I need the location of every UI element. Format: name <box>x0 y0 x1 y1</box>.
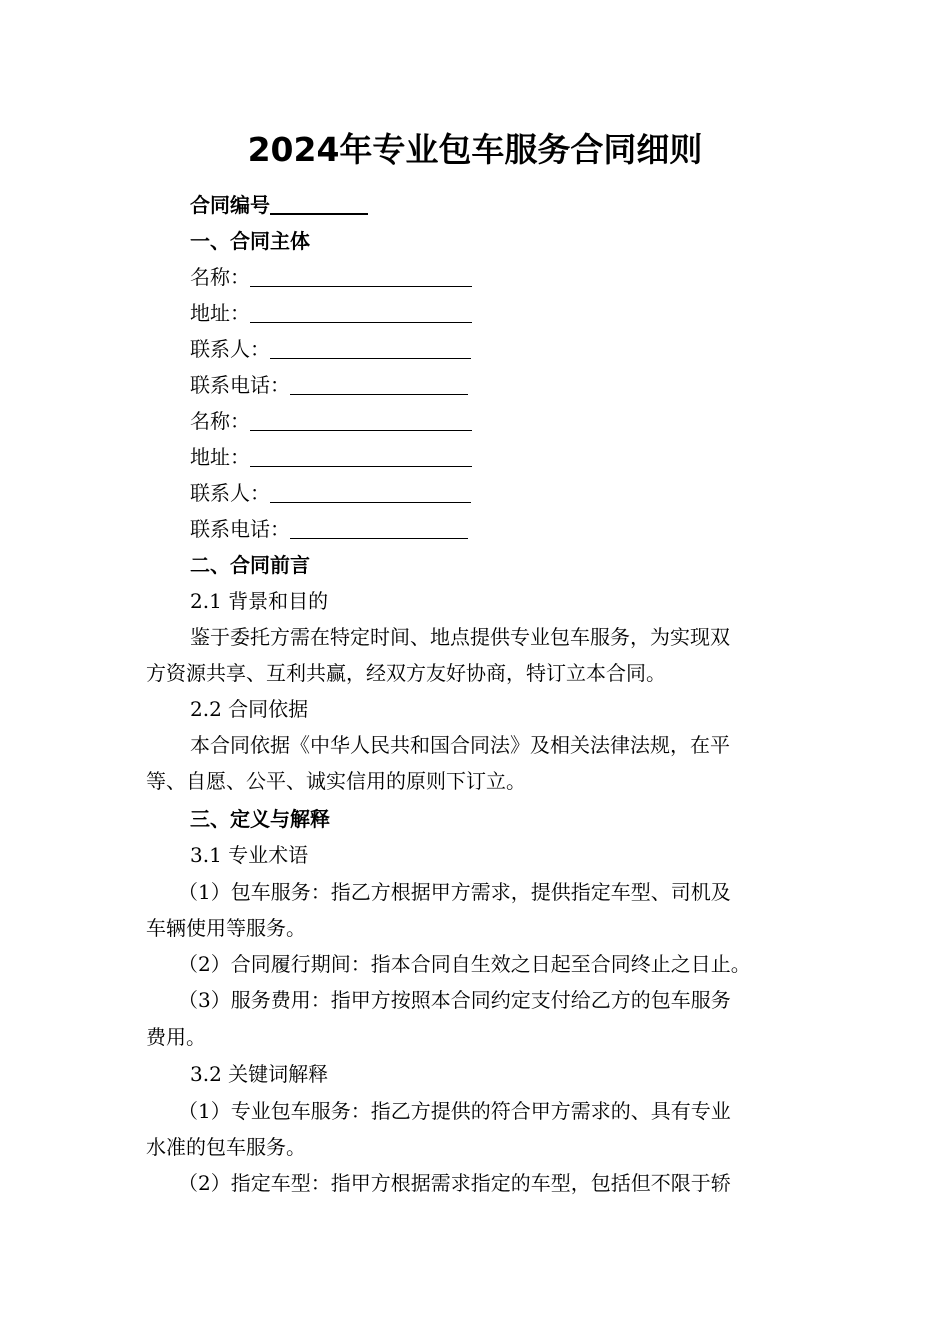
subsection-3-2-heading: 3.2 关键词解释 <box>190 1062 329 1086</box>
party-a-address-row <box>146 298 855 328</box>
term-3-line-1: （3）服务费用：指甲方按照本合同约定支付给乙方的包车服务 <box>178 988 731 1012</box>
party-a-contact-blank <box>270 338 471 359</box>
contract-number-blank <box>270 193 368 215</box>
party-b-contact-blank <box>270 482 471 503</box>
party-a-contact-row <box>146 334 855 364</box>
party-b-phone-blank <box>290 518 468 539</box>
party-a-name-label: 名称： <box>190 265 250 289</box>
party-b-address-label: 地址： <box>190 445 250 469</box>
section-3-heading: 三、定义与解释 <box>190 807 330 831</box>
party-b-name-blank <box>250 410 472 431</box>
subsection-3-1-heading: 3.1 专业术语 <box>190 843 309 867</box>
section-2-heading: 二、合同前言 <box>190 553 310 577</box>
contract-number-label: 合同编号 <box>190 193 270 217</box>
document-title: 2024年专业包车服务合同细则 <box>247 130 703 169</box>
section-1-heading: 一、合同主体 <box>190 229 310 253</box>
party-b-contact-row <box>146 478 855 508</box>
party-a-phone-row <box>146 370 855 400</box>
term-1-line-2: 车辆使用等服务。 <box>146 916 306 940</box>
subsection-2-1-heading: 2.1 背景和目的 <box>190 589 329 613</box>
paragraph-2-1-line-2: 方资源共享、互利共赢，经双方友好协商，特订立本合同。 <box>146 661 666 685</box>
term-3-line-2: 费用。 <box>146 1025 206 1049</box>
party-b-address-blank <box>250 446 472 467</box>
term-2-line-1: （2）合同履行期间：指本合同自生效之日起至合同终止之日止。 <box>178 952 751 976</box>
party-a-name-row <box>146 262 855 292</box>
paragraph-2-2-line-2: 等、自愿、公平、诚实信用的原则下订立。 <box>146 769 526 793</box>
keyword-1-line-1: （1）专业包车服务：指乙方提供的符合甲方需求的、具有专业 <box>178 1099 731 1123</box>
term-1-line-1: （1）包车服务：指乙方根据甲方需求，提供指定车型、司机及 <box>178 880 731 904</box>
party-b-address-row <box>146 442 855 472</box>
party-b-name-label: 名称： <box>190 409 250 433</box>
party-b-name-row <box>146 406 855 436</box>
party-b-phone-label: 联系电话： <box>190 517 290 541</box>
keyword-2-line-1: （2）指定车型：指甲方根据需求指定的车型，包括但不限于轿 <box>178 1171 731 1195</box>
party-a-address-label: 地址： <box>190 301 250 325</box>
paragraph-2-1-line-1: 鉴于委托方需在特定时间、地点提供专业包车服务，为实现双 <box>190 625 730 649</box>
keyword-1-line-2: 水准的包车服务。 <box>146 1135 306 1159</box>
party-a-contact-label: 联系人： <box>190 337 270 361</box>
contract-number-row <box>146 190 855 220</box>
subsection-2-2-heading: 2.2 合同依据 <box>190 697 309 721</box>
paragraph-2-2-line-1: 本合同依据《中华人民共和国合同法》及相关法律法规，在平 <box>190 733 730 757</box>
party-a-phone-label: 联系电话： <box>190 373 290 397</box>
party-a-address-blank <box>250 302 472 323</box>
party-b-phone-row <box>146 514 855 544</box>
party-b-contact-label: 联系人： <box>190 481 270 505</box>
party-a-name-blank <box>250 266 472 287</box>
party-a-phone-blank <box>290 374 468 395</box>
